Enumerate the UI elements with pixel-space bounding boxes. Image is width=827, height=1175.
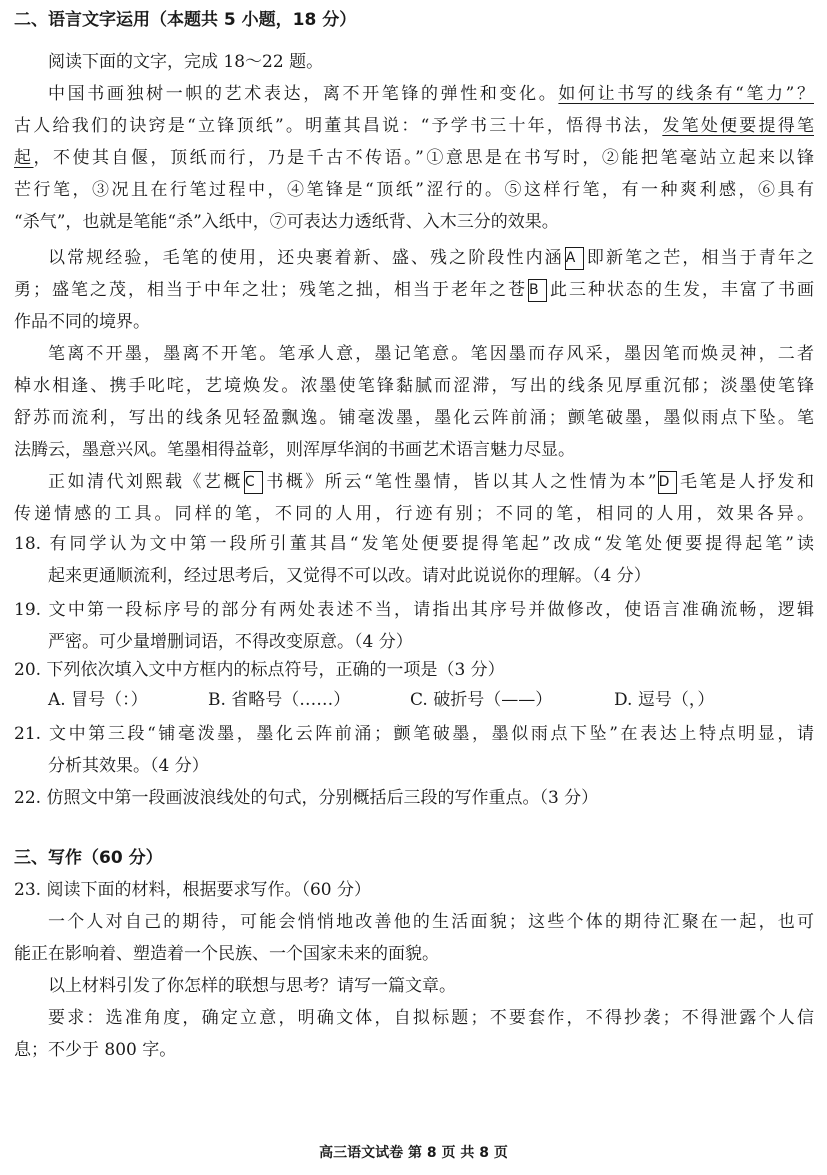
passage-p3-line1: 笔离不开墨，墨离不开笔。笔承人意，墨记笔意。笔因墨而存风采，墨因笔而焕灵神，二者 bbox=[48, 344, 814, 364]
passage-p2-line3: 作品不同的境界。 bbox=[14, 312, 150, 332]
question-18-line1: 18. 有同学认为文中第一段所引董其昌“发笔处便要提得笔起”改成“发笔处便要提得起笔”读 bbox=[14, 534, 814, 554]
question-20: 20. 下列依次填入文中方框内的标点符号，正确的一项是（3 分） bbox=[14, 660, 505, 680]
blank-box-c: C bbox=[244, 471, 263, 494]
question-22: 22. 仿照文中第一段画波浪线处的句式，分别概括后三段的写作重点。（3 分） bbox=[14, 788, 599, 808]
question-20-options bbox=[48, 684, 814, 716]
passage-p1-line2: 古人给我们的诀窍是“立锋顶纸”。明董其昌说：“予学书三十年，悟得书法，发笔处便要提得笔 bbox=[14, 116, 814, 136]
passage-p2-line1: 以常规经验，毛笔的使用，还央裹着新、盛、残之阶段性内涵 A 即新笔之芒，相当于青年之 bbox=[48, 248, 814, 268]
passage-p1-line4: 芒行笔，③况且在行笔过程中，④笔锋是“顶纸”涩行的。⑤这样行笔，有一种爽利感，⑥具有 bbox=[14, 180, 814, 200]
material-line2: 能正在影响着、塑造着一个民族、一个国家未来的面貌。 bbox=[14, 944, 439, 964]
question-19-line1: 19. 文中第一段标序号的部分有两处表述不当，请指出其序号并做修改，使语言准确流畅，逻辑 bbox=[14, 600, 814, 620]
question-21-line2: 分析其效果。（4 分） bbox=[48, 756, 209, 776]
section-2-intro: 阅读下面的文字，完成 18～22 题。 bbox=[48, 52, 324, 72]
requirements-line1: 要求：选准角度，确定立意，明确文体，自拟标题；不要套作，不得抄袭；不得泄露个人信 bbox=[48, 1008, 814, 1028]
passage-p1-line3: 起，不使其自偃，顶纸而行，乃是千古不传语。”①意思是在书写时，②能把笔毫站立起来以锋 bbox=[14, 148, 814, 168]
question-21-line1: 21. 文中第三段“铺毫泼墨，墨化云阵前涌；颤笔破墨，墨似雨点下坠”在表达上特点明显，请 bbox=[14, 724, 814, 744]
blank-box-d: D bbox=[658, 471, 677, 494]
passage-p4-line1: 正如清代刘熙载《艺概 C 书概》所云“笔性墨情，皆以其人之性情为本” D 毛笔是人抒发和 bbox=[48, 472, 814, 492]
option-a: A. 冒号（：） bbox=[48, 690, 148, 710]
passage-p1-line5: “杀气”，也就是笔能“杀”入纸中，⑦可表达力透纸背、入木三分的效果。 bbox=[14, 212, 559, 232]
passage-p3-line4: 法腾云，墨意兴风。笔墨相得益彰，则浑厚华润的书画艺术语言魅力尽显。 bbox=[14, 440, 575, 460]
blank-box-a: A bbox=[565, 247, 584, 270]
question-23: 23. 阅读下面的材料，根据要求写作。（60 分） bbox=[14, 880, 371, 900]
passage-p4-line2: 传递情感的工具。同样的笔，不同的人用，行迹有别；不同的笔，相同的人用，效果各异。 bbox=[14, 504, 814, 524]
passage-p3-line3: 舒苏而流利，写出的线条见轻盈飘逸。铺毫泼墨，墨化云阵前涌；颤笔破墨，墨似雨点下坠。笔 bbox=[14, 408, 814, 428]
option-b: B. 省略号（……） bbox=[208, 690, 351, 710]
blank-box-b: B bbox=[528, 279, 547, 302]
material-line3: 以上材料引发了你怎样的联想与思考？请写一篇文章。 bbox=[48, 976, 456, 996]
passage-p2-line2: 勇；盛笔之茂，相当于中年之壮；残笔之拙，相当于老年之苍 B 此三种状态的生发，丰富了书画 bbox=[14, 280, 814, 300]
section-3-title: 三、写作（60 分） bbox=[14, 848, 163, 868]
passage-p1-line1: 中国书画独树一帜的艺术表达，离不开笔锋的弹性和变化。如何让书写的线条有“笔力”？ bbox=[48, 84, 814, 104]
wavy-underlined-sentence: 如何让书写的线条有“笔力”？ bbox=[558, 84, 814, 104]
option-d: D. 逗号（，） bbox=[614, 690, 715, 710]
section-2-title: 二、语言文字运用（本题共 5 小题，18 分） bbox=[14, 10, 357, 30]
underlined-quote: 发笔处便要提得笔 bbox=[662, 116, 814, 136]
passage-p3-line2: 棹水相逢、携手叱咤，艺境焕发。浓墨使笔锋黏腻而涩滞，写出的线条见厚重沉郁；淡墨使笔锋 bbox=[14, 376, 814, 396]
underlined-quote-end: 起 bbox=[14, 148, 34, 168]
requirements-line2: 息；不少于 800 字。 bbox=[14, 1040, 177, 1060]
question-18-line2: 起来更通顺流利，经过思考后，又觉得不可以改。请对此说说你的理解。（4 分） bbox=[48, 566, 651, 586]
question-19-line2: 严密。可少量增删词语，不得改变原意。（4 分） bbox=[48, 632, 413, 652]
option-c: C. 破折号（——） bbox=[410, 690, 553, 710]
page-footer: 高三语文试卷 第 8 页 共 8 页 bbox=[319, 1145, 508, 1161]
material-line1: 一个人对自己的期待，可能会悄悄地改善他的生活面貌；这些个体的期待汇聚在一起，也可 bbox=[48, 912, 814, 932]
